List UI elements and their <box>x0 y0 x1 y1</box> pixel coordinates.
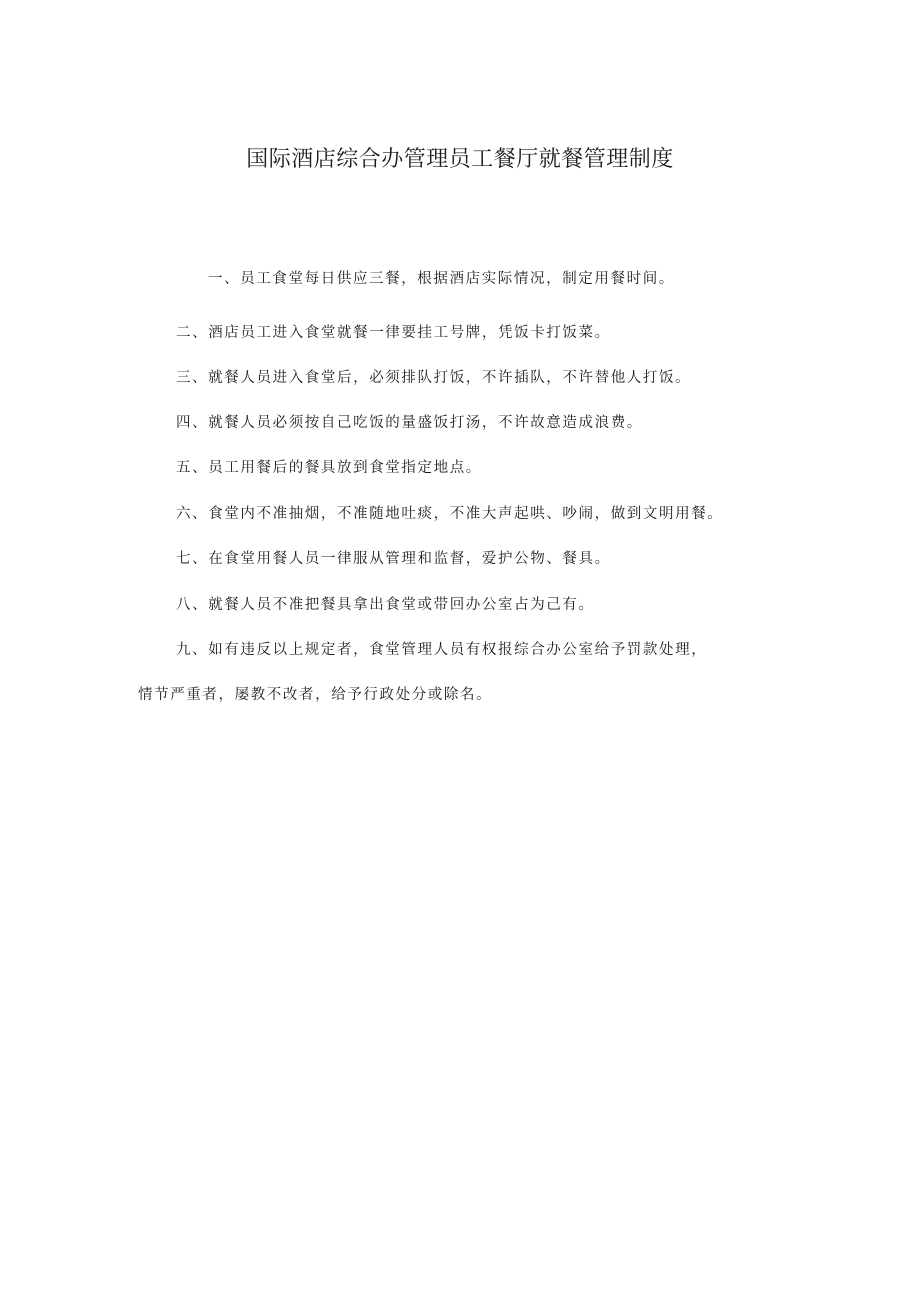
rule-item-4: 四、就餐人员必须按自己吃饭的量盛饭打汤，不许故意造成浪费。 <box>176 415 643 431</box>
rule-item-5: 五、员工用餐后的餐具放到食堂指定地点。 <box>176 460 482 476</box>
rule-item-3: 三、就餐人员进入食堂后，必须排队打饭，不许插队，不许替他人打饭。 <box>176 370 692 386</box>
rule-item-7: 七、在食堂用餐人员一律服从管理和监督，爱护公物、餐具。 <box>176 551 611 567</box>
rule-item-8: 八、就餐人员不准把餐具拿出食堂或带回办公室占为己有。 <box>176 597 595 613</box>
rule-item-9-continued: 情节严重者，屡教不改者，给予行政处分或除名。 <box>138 687 493 703</box>
rule-item-9: 九、如有违反以上规定者，食堂管理人员有权报综合办公室给予罚款处理， <box>176 642 708 658</box>
rule-item-6: 六、食堂内不准抽烟，不准随地吐痰，不准大声起哄、吵闹，做到文明用餐。 <box>176 506 724 522</box>
rule-item-2: 二、酒店员工进入食堂就餐一律要挂工号牌，凭饭卡打饭菜。 <box>176 325 611 341</box>
document-title: 国际酒店综合办管理员工餐厅就餐管理制度 <box>246 147 674 172</box>
rule-item-1: 一、员工食堂每日供应三餐，根据酒店实际情况，制定用餐时间。 <box>208 271 675 287</box>
